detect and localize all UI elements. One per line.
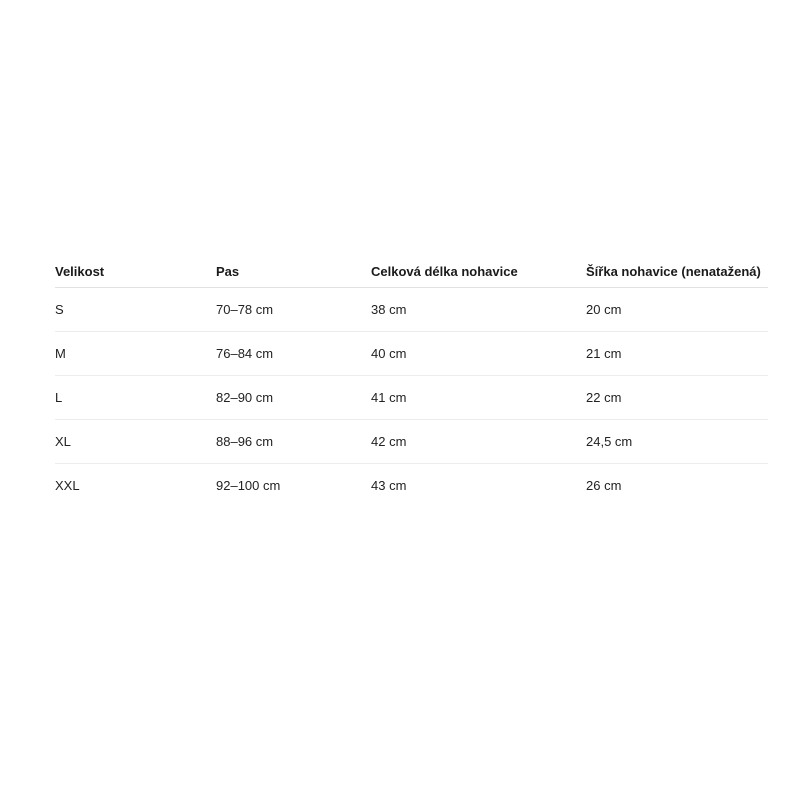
cell-size: XL [55, 420, 216, 464]
header-total-leg-length: Celková délka nohavice [371, 256, 586, 288]
cell-waist: 92–100 cm [216, 478, 281, 493]
cell-size: M [55, 332, 216, 376]
cell-waist: 70–78 cm [216, 288, 371, 332]
cell-leg-length: 41 cm [371, 376, 586, 420]
cell-waist: 82–90 cm [216, 376, 371, 420]
cell-waist: 88–96 cm [216, 420, 371, 464]
cell-leg-width: 20 cm [586, 288, 768, 332]
table-row [55, 332, 768, 376]
cell-leg-length: 43 cm [371, 478, 407, 493]
cell-leg-width: 26 cm [586, 478, 622, 493]
header-size: Velikost [55, 256, 216, 288]
table-row [55, 288, 768, 332]
cell-leg-length: 40 cm [371, 332, 586, 376]
cell-leg-width: 21 cm [586, 332, 768, 376]
size-chart-table [55, 256, 768, 507]
cell-size: S [55, 288, 216, 332]
table-header-row [55, 256, 768, 288]
header-leg-width: Šířka nohavice (nenatažená) [586, 256, 768, 288]
cell-leg-width: 24,5 cm [586, 420, 768, 464]
header-waist: Pas [216, 256, 371, 288]
cell-leg-width: 22 cm [586, 376, 768, 420]
table-row [55, 376, 768, 420]
table-row [55, 464, 768, 508]
cell-waist: 76–84 cm [216, 332, 371, 376]
cell-size: L [55, 376, 216, 420]
cell-size: XXL [55, 478, 80, 493]
table-row [55, 420, 768, 464]
cell-leg-length: 42 cm [371, 420, 586, 464]
cell-leg-length: 38 cm [371, 288, 586, 332]
